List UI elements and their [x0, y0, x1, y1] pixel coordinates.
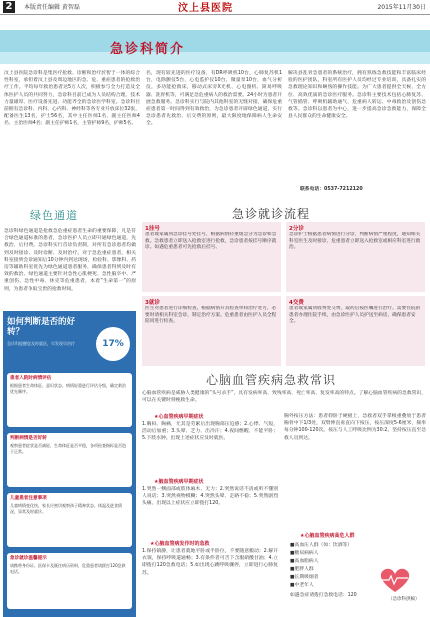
- panel-title: 患者入院时病情评估: [10, 376, 52, 381]
- step-text: 患者或家属到急诊挂号处挂号，根据病情轻重缓急分为急诊和急救。急救患者立即送入抢救室进行抢救，急诊患者按挂号顺序就诊。如遇危重患者可先抢救后挂号。: [145, 232, 277, 251]
- step-payment: [286, 296, 425, 366]
- intro-col-3: 解决县乱骨急患者的系统治疗，拥有熟练急救技能和丰富临床经验的医护团队，科室所有医护人员均经过专业培训，具备扎实的急救理论知识和娴熟的操作技能。为广大患者提供全天候、全方位、高效优质的急诊医疗服务。急诊科主要技术包括心肺复苏、气管插管、呼吸机辅助通气、危重病人转运、中毒救治及创伤急救等。急诊科以患者为中心，进一步提高急诊急救能力，保障全县人民群众的生命健康安全。: [288, 71, 426, 120]
- tip-item: ■高血脂病人: [290, 559, 319, 564]
- sec1-title: ★心血管疾病早期症状: [154, 414, 204, 420]
- tips-title: ★心脑血管疾病高危人群: [300, 533, 355, 539]
- step-text: 医生对患者进行详细检查，根据病情开具检查单和治疗处方，必要时请相关科室会诊，制定治疗方案。危重患者由医护人员全程陪同进行检查。: [145, 306, 277, 325]
- intro-col-2: 名，现有较先进的医疗设备，有DR呼吸机10台，心肺复苏机1台，电除颤仪5台，心电监护仪10台，微量泵10台，血气分析仪，多功能抢救床，移动式床旁X光机、心电图机、简易呼吸器、洗胃机等，可满足急危重病人的救治需要。24小时为患者开展急救服务。急诊科实行与院内其他科室的无缝对接，确保危重症患者第一时间得到有效救治，为急诊患者开辟绿色通道，实行急诊患者先救治、后交费的原则，最大限度地保障病人生命安全。: [146, 71, 282, 127]
- article-signature: （急诊科供稿）: [388, 597, 420, 602]
- panel-title: 判断病情是否好转: [10, 436, 47, 441]
- sec2-text: 1.突然一侧面部或肢体麻木、无力；2.突然说话不清或听不懂别人说话；3.突然视物模糊；4.突然头晕、走路不稳；5.突然剧烈头痛。出现以上症状应立即拨打120。: [142, 487, 278, 507]
- info-advert: [3, 311, 136, 617]
- tip-item: ■糖尿病病人: [290, 551, 319, 556]
- panel-text: 观察患者症状是否减轻，生命体征是否平稳，各项检查指标是否趋于正常。: [10, 443, 126, 454]
- sec1-text: 1.胸闷、胸痛，尤其是劳累后出现胸部压迫感；2.心悸、气短，活动后加重；3.头晕、乏力、出冷汗；4.夜间憋醒、不能平卧；5.下肢水肿。出现上述症状应及时就医。: [142, 422, 278, 442]
- step-label: 3就诊: [145, 300, 160, 306]
- panel-text: 儿童病情变化快，家长应密切观察孩子精神状态、体温及进食情况，异常及时就诊。: [10, 503, 122, 514]
- tip-item: ■长期吸烟者: [290, 575, 319, 580]
- banner-title: 急诊科简介: [110, 42, 186, 57]
- advert-percent-badge: 17%: [96, 327, 130, 361]
- tip-item: ■肥胖人群: [290, 567, 314, 572]
- contact-phone: 联系电话：0537-7212120: [300, 187, 363, 192]
- sec3-title: ★心脑血管病发作时的急救: [150, 541, 210, 547]
- step-registration: [142, 222, 281, 292]
- panel-title: 急诊就诊温馨提示: [10, 556, 47, 561]
- advert-title: 如何判断是否的好转？: [7, 317, 76, 337]
- intro-col-1: 汶上县医院急诊科是集医疗抢救、诊断和治疗於智于一体的综合性科室，承担着汶上县及周边地区的急、危、重症患者的抢救治疗工作。平均每年救治患者达5万人次，积极参与全力打造及全体医护人员的共同努力，急诊科目前已成为人员结构合理、技术力量雄厚、医疗设备先进、功能齐全的急诊医学科室。急诊科目前拥有急诊科、内科、心内科、神经科等各专业开放床位32张，配备医生13名，护士56名，其中主任医师1名、副主任医师4名、主治医师4名；副主任护师1名，主管护师9名，护师5名。: [4, 71, 140, 127]
- advert-panel: [7, 493, 132, 547]
- banner-stripe: [0, 52, 430, 64]
- step-triage: [286, 222, 425, 292]
- panel-text: 请携带身份证、医保卡及既往病历资料，危重患者请拨打120急救电话。: [10, 563, 126, 574]
- panel-text: 根据患者生命体征、意识状态、病情轻重进行评估分级，确定救治优先顺序。: [10, 383, 126, 394]
- tip-item: ■中老年人: [290, 583, 314, 588]
- knowledge-heading: 心脑血管疾病急救常识: [206, 373, 337, 387]
- newspaper-logo: 汶上县医院: [178, 3, 233, 14]
- emergency-call-note: 如遇急症请拨打急救电话：120: [290, 593, 357, 598]
- step-text: 急诊护士根据患者病情进行分诊，判断病情严重程度，通知相关科室医生及时接诊，危重患者立即送入抢救室或相应科室进行救治。: [289, 232, 421, 251]
- issue-date: 2015年11月30日: [377, 4, 426, 11]
- step-label: 1挂号: [145, 226, 160, 232]
- page-header: [0, 0, 430, 15]
- advert-panel: [7, 433, 132, 487]
- step-text: 患者或家属到收费处交费，取药后按医嘱进行治疗。需要住院的患者办理住院手续，由急诊医护人员护送至病房，确保患者安全。: [289, 306, 421, 325]
- section-banner: [0, 30, 430, 64]
- flow-heading: 急诊就诊流程: [232, 207, 311, 221]
- advert-subtitle: 急诊科提醒您及时就医，早发现早治疗: [7, 341, 75, 346]
- green-channel-heading: 绿色通道: [30, 209, 78, 222]
- advert-panel: [7, 373, 132, 427]
- editor-credit: 本版责任编辑 黄智磊: [24, 4, 80, 11]
- page-number: 2: [3, 1, 15, 13]
- step-label: 4交费: [289, 300, 304, 306]
- step-label: 2分诊: [289, 226, 304, 232]
- heart-illustration: [376, 566, 414, 594]
- cpr-text: 胸外按压方法：患者仰卧于硬板上，急救者双手掌根重叠放于患者胸骨中下1/3处，双臂伸直垂直向下按压，按压深度5-6厘米，频率每分钟100-120次。按压与人工呼吸比例为30:2。坚持按压直至急救人员到达。: [284, 414, 426, 441]
- advert-panel: [7, 553, 132, 609]
- green-channel-text: 急诊科绿色通道是抢救急危重症患者生命的重要保障，凡是符合绿色通道标准的患者，急诊医护人员立即开通绿色通道，先救治、后付费。急诊科实行首诊负责制，对所有急诊患者均做到及时接诊、及时诊断、及时治疗。对于急危重症患者，相关科室接到会诊通知后10分钟内到达现场，检验科、影像科、药房等辅助科室优先为绿色通道患者服务，确保患者得到及时有效的救治。绿色通道主要针对急性心肌梗死、急性脑卒中、严重创伤、急性中毒、休克等危重患者，本着“生命第一”的原则，为患者争取宝贵的抢救时间。: [4, 229, 136, 292]
- sec2-title: ★脑血管疾病早期症状: [154, 479, 204, 485]
- step-consultation: [142, 296, 281, 366]
- panel-title: 儿童患者注意事项: [10, 496, 47, 501]
- knowledge-intro: 心脑血管疾病是威胁人类健康的“头号杀手”，具有发病率高、致残率高、死亡率高、复发率高的特点。了解心脑血管疾病的急救常识，可以在关键时刻挽救生命。: [142, 391, 426, 404]
- tip-item: ■高血压人群（如：饮酒等）: [290, 543, 353, 548]
- sec3-text: 1.保持镇静，让患者就地平卧或半卧位，不要随意搬动；2.解开衣领，保持呼吸道通畅；3.有条件者可舌下含服硝酸甘油；4.立即拨打120急救电话；5.如出现心跳呼吸骤停，立即进行心肺复苏。: [142, 549, 278, 576]
